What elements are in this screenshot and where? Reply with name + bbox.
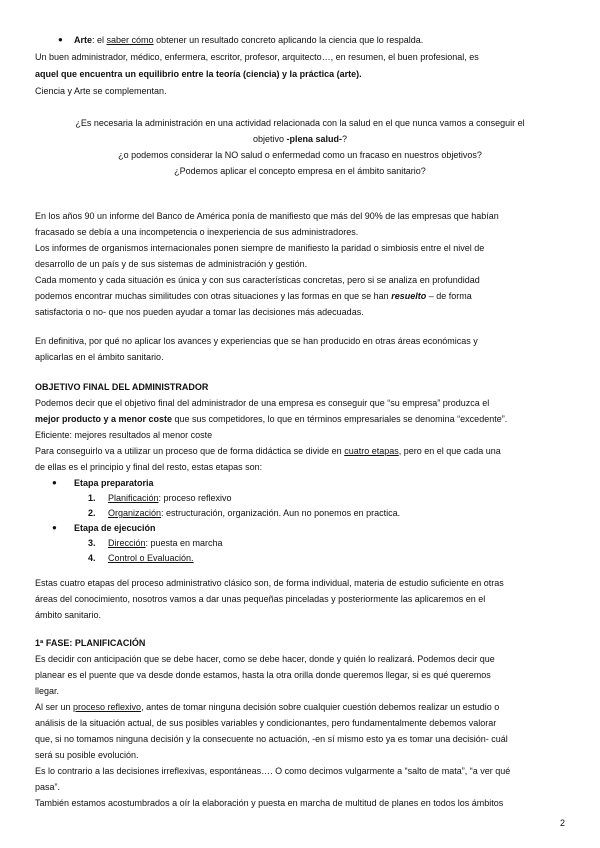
- bank-line-4: desarrollo de un país y de sus sistemas de administración y gestión.: [35, 259, 308, 269]
- arte-text-b: obtener un resultado concreto aplicando la ciencia que lo respalda.: [153, 35, 424, 45]
- conclusion-line-2: aplicarlas en el ámbito sanitario.: [35, 352, 164, 362]
- control-text: Control o Evaluación.: [108, 553, 194, 563]
- resuelto-text: resuelto: [391, 291, 427, 301]
- organizacion-text: Organización: [108, 508, 162, 518]
- etapa-item-planificacion: [108, 492, 232, 504]
- list-number: 4.: [88, 553, 96, 563]
- q1b-post: ?: [342, 134, 348, 144]
- fase1-line-10: También estamos acostumbrados a oír la elaboración y puesta en marcha de multitud de planes en todos los ámbitos: [35, 798, 504, 808]
- arte-text-a: : el: [92, 35, 107, 45]
- plena-salud-text: -plena salud-: [286, 134, 343, 144]
- cuatro-line-2: áreas del conocimiento, nosotros vamos a dar unas pequeñas pinceladas y posteriormente las aplicaremos en el: [35, 594, 486, 604]
- etapa-item-direccion: [108, 537, 223, 549]
- fase1-l4-pre: Al ser un: [35, 702, 74, 712]
- fase1-line-8: Es lo contrario a las decisiones irreflexivas, espontáneas…. O como decimos vulgarmente a “salto de mata”, “a ver qué: [35, 766, 511, 776]
- etapa-item-organizacion: [108, 507, 400, 519]
- bank-line-1: En los años 90 un informe del Banco de América ponía de manifiesto que más del 90% de las empresas que habían: [35, 211, 499, 221]
- q1b-pre: objetivo: [252, 134, 287, 144]
- arte-line: [74, 34, 423, 46]
- bank-l6-pre: podemos encontrar muchas similitudes con otras situaciones y las formas en que se han: [35, 291, 392, 301]
- fase1-line-6: que, si no tomamos ninguna decisión y la consecuente no actuación, -en sí mismo esto ya es tomar una decisión- cuál: [35, 734, 508, 744]
- question-1b: [0, 133, 600, 145]
- intro-line-4: Ciencia y Arte se complementan.: [35, 86, 167, 96]
- fase1-line-9: pasa”.: [35, 782, 61, 792]
- etapa-ejecucion: Etapa de ejecución: [74, 523, 156, 533]
- fase1-line-3: llegar.: [35, 686, 60, 696]
- objetivo-l2-post: que sus competidores, lo que en términos empresariales se denomina “excedente”.: [172, 414, 508, 424]
- bank-line-2: fracasado se debía a una incompetencia o inexperiencia de sus administradores.: [35, 227, 359, 237]
- planificacion-text: Planificación: [108, 493, 159, 503]
- fase1-line-1: Es decidir con anticipación que se debe hacer, como se debe hacer, donde y quién lo realizará. Podemos decir que: [35, 654, 495, 664]
- conclusion-line-1: En definitiva, por qué no aplicar los avances y experiencias que se han producido en otras áreas económicas y: [35, 336, 478, 346]
- mejor-producto-text: mejor producto y a menor coste: [35, 414, 173, 424]
- objetivo-line-3: Eficiente: mejores resultados al menor coste: [35, 430, 213, 440]
- intro-line-2: Un buen administrador, médico, enfermera, escritor, profesor, arquitecto…, en resumen, el buen profesional, es: [35, 52, 479, 62]
- proceso-reflexivo-text: proceso reflexivo: [73, 702, 142, 712]
- objetivo-line-5: de ellas es el principio y final del resto, estas etapas son:: [35, 462, 263, 472]
- bank-line-6: [35, 290, 472, 302]
- objetivo-l4-post: , pero en el que cada una: [398, 446, 501, 456]
- saber-como-text: saber cómo: [106, 35, 154, 45]
- bank-line-7: satisfactoria o no- que nos pueden ayudar a tomar las decisiones más adecuadas.: [35, 307, 364, 317]
- fase1-line-5: análisis de la situación actual, de sus posibles variables y condicionantes, pero fundamentalmente debemos valorar: [35, 718, 497, 728]
- bullet-icon: ●: [52, 478, 57, 487]
- organizacion-desc: : estructuración, organización. Aun no ponemos en practica.: [161, 508, 401, 518]
- list-number: 3.: [88, 538, 96, 548]
- objetivo-line-2: [35, 413, 507, 425]
- objetivo-l4-pre: Para conseguirlo va a utilizar un proceso que de forma didáctica se divide en: [35, 446, 345, 456]
- bullet-icon: ●: [58, 35, 63, 44]
- direccion-desc: : puesta en marcha: [145, 538, 223, 548]
- question-2: ¿o podemos considerar la NO salud o enfermedad como un fracaso en nuestros objetivos?: [118, 150, 482, 160]
- bank-l6-post: – de forma: [426, 291, 472, 301]
- cuatro-etapas-text: cuatro etapas: [344, 446, 399, 456]
- fase1-line-7: será su posible evolución.: [35, 750, 139, 760]
- arte-label: Arte: [74, 35, 93, 45]
- page-number: 2: [559, 818, 565, 828]
- question-1a: ¿Es necesaria la administración en una actividad relacionada con la salud en el que nunca vamos a conseguir el: [75, 118, 525, 128]
- list-number: 1.: [88, 493, 96, 503]
- cuatro-line-3: ámbito sanitario.: [35, 610, 102, 620]
- fase1-heading: 1ª FASE: PLANIFICACIÓN: [35, 638, 146, 648]
- intro-line-3: aquel que encuentra un equilibrio entre la teoría (ciencia) y la práctica (arte).: [35, 69, 362, 79]
- question-3: ¿Podemos aplicar el concepto empresa en el ámbito sanitario?: [174, 166, 426, 176]
- planificacion-desc: : proceso reflexivo: [158, 493, 232, 503]
- fase1-l4-post: , antes de tomar ninguna decisión sobre cualquier cuestión debemos realizar un estudio o: [141, 702, 500, 712]
- bullet-icon: ●: [52, 523, 57, 532]
- direccion-text: Dirección: [108, 538, 146, 548]
- fase1-line-4: [35, 701, 499, 713]
- list-number: 2.: [88, 508, 96, 518]
- objetivo-line-4: [35, 445, 501, 457]
- etapa-preparatoria: Etapa preparatoria: [74, 478, 154, 488]
- cuatro-line-1: Estas cuatro etapas del proceso administrativo clásico son, de forma individual, materia de estudio suficiente en otras: [35, 578, 504, 588]
- bank-line-5: Cada momento y cada situación es única y con sus características concretas, pero si se analiza en profundidad: [35, 275, 480, 285]
- bank-line-3: Los informes de organismos internacionales ponen siempre de manifiesto la paridad o simbiosis entre el nivel de: [35, 243, 485, 253]
- etapa-item-control: [108, 552, 194, 564]
- objetivo-line-1: Podemos decir que el objetivo final del administrador de una empresa es conseguir que “su empresa” produzca el: [35, 398, 490, 408]
- objetivo-heading: OBJETIVO FINAL DEL ADMINISTRADOR: [35, 382, 209, 392]
- fase1-line-2: planear es el puente que va desde donde estamos, hasta la otra orilla donde queremos llegar, si es qué queremos: [35, 670, 491, 680]
